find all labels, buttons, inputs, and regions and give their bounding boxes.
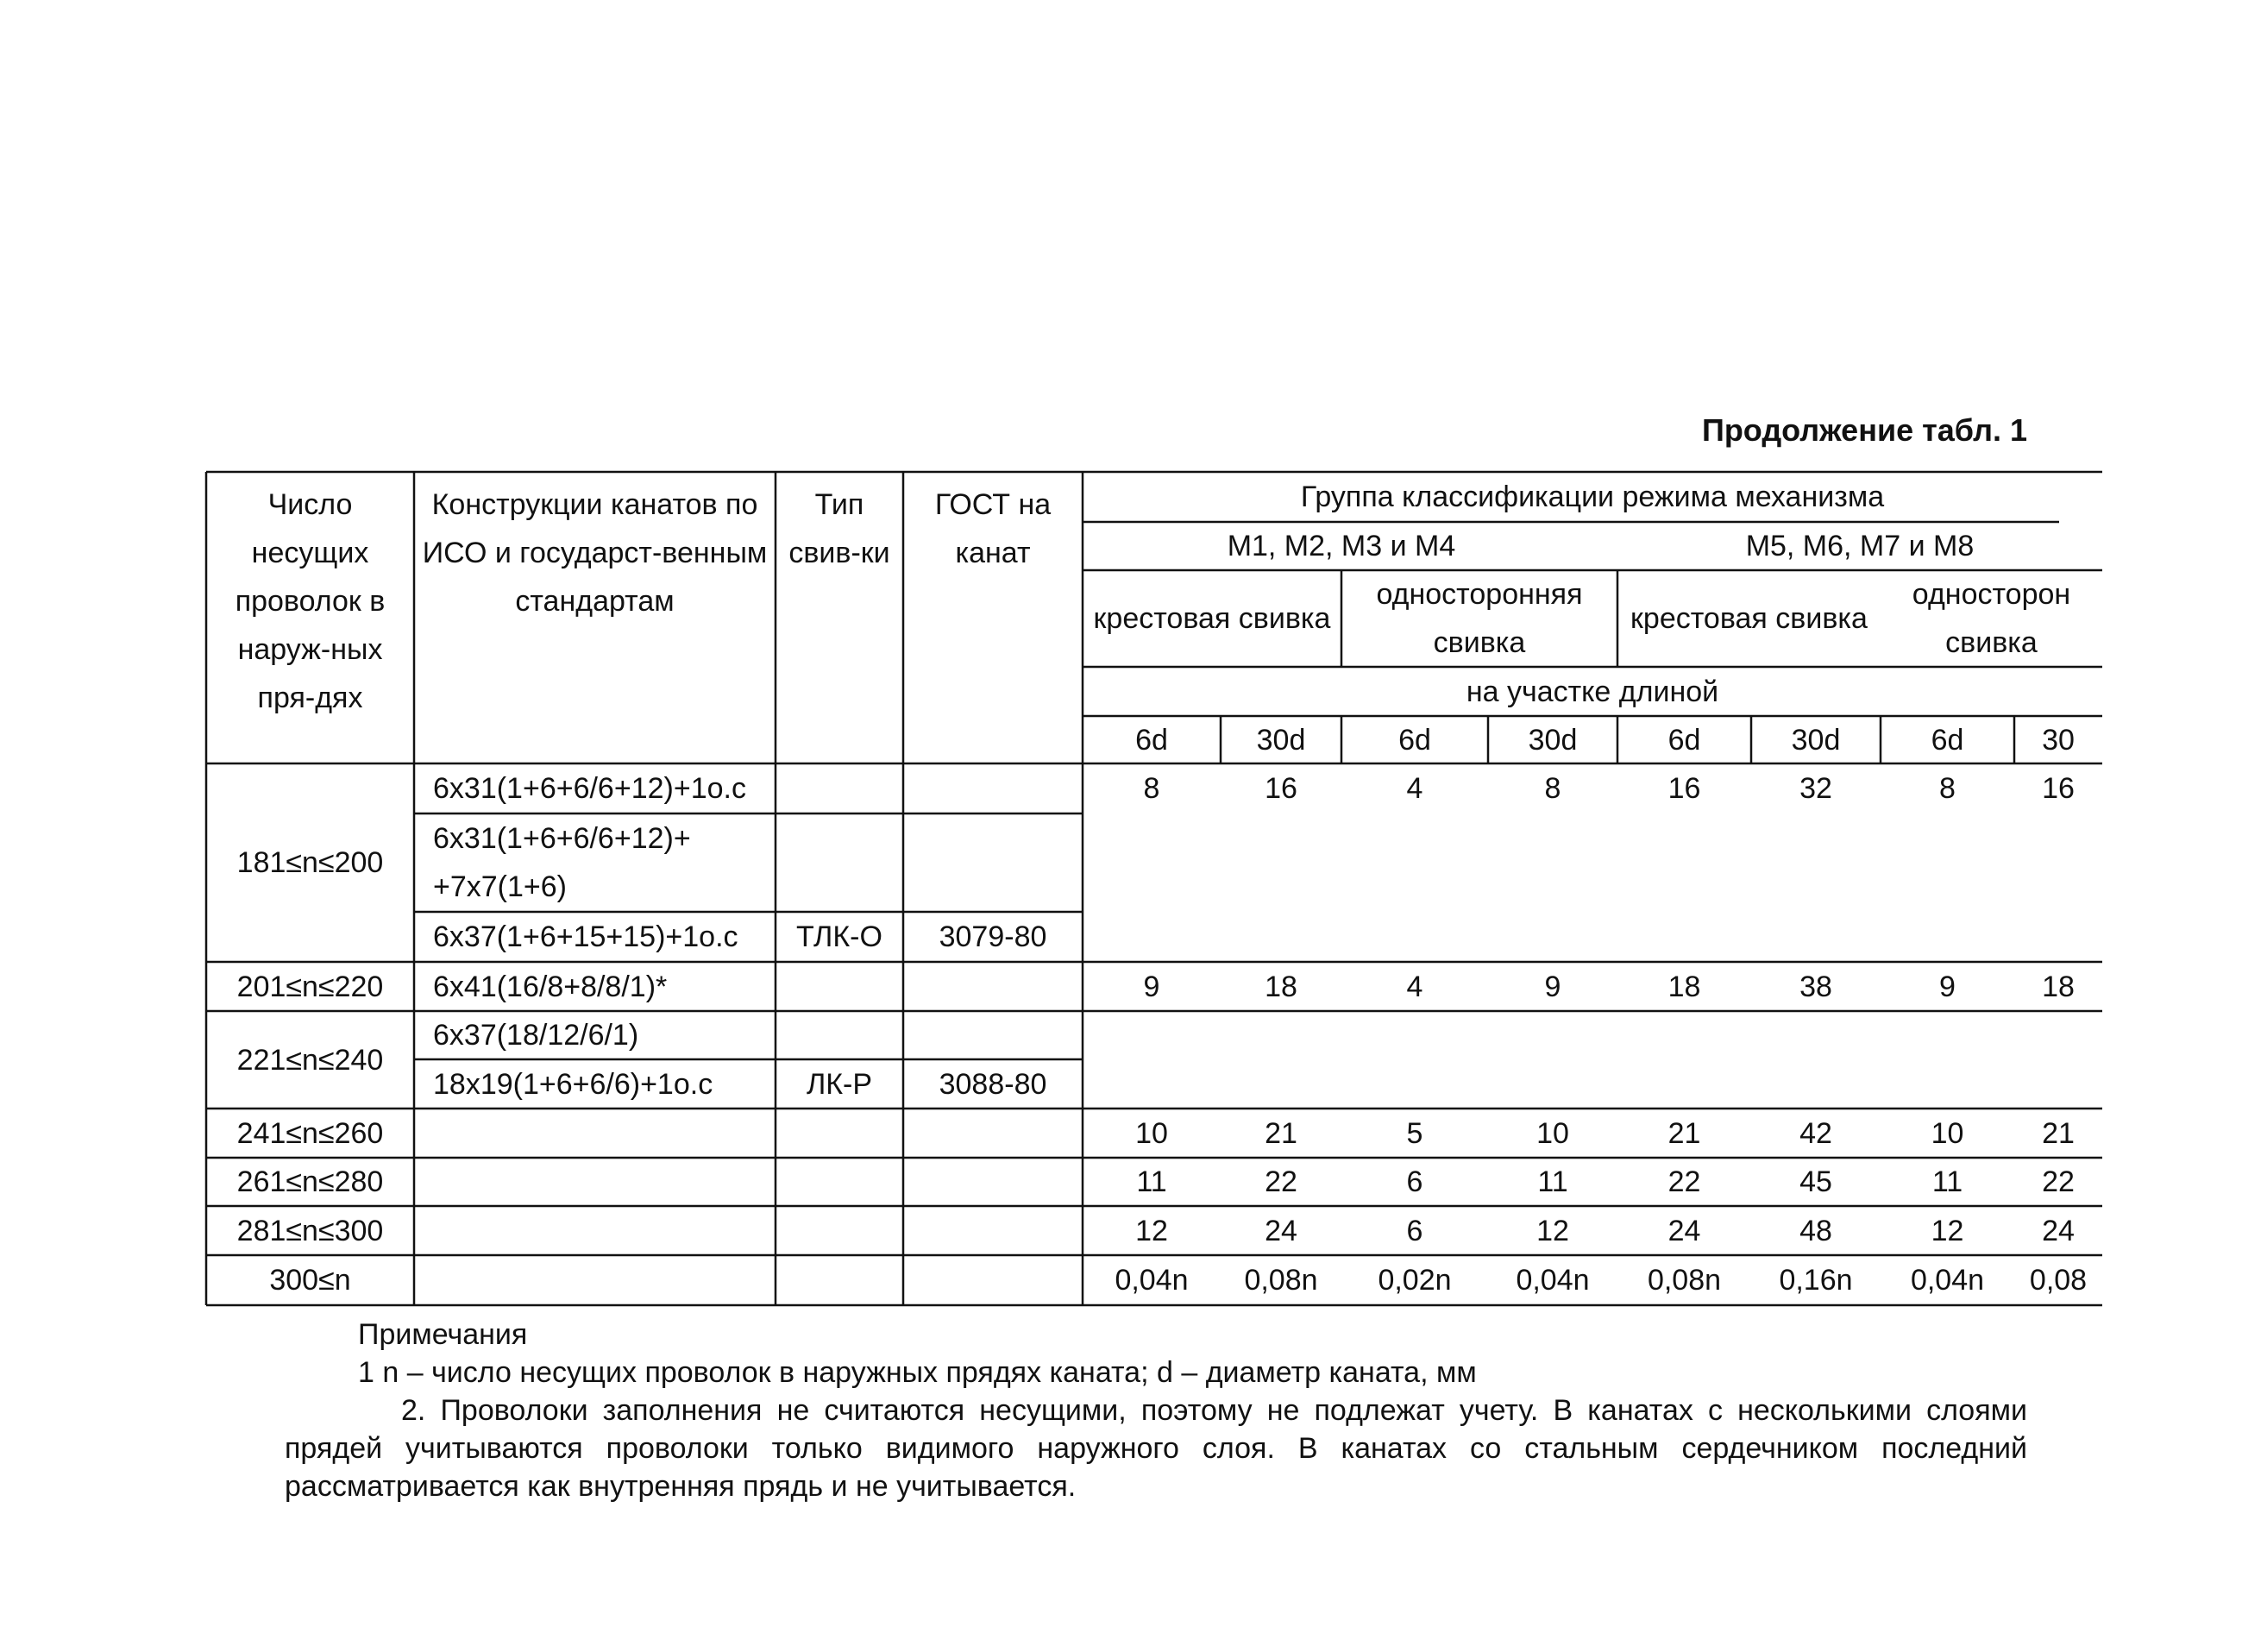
table-caption: Продолжение табл. 1	[1701, 412, 2027, 448]
header-lay-cross-1: крестовая свивка	[1093, 602, 1331, 635]
value-cell: 8	[1939, 772, 1956, 805]
header-len-30d-2: 30d	[1528, 723, 1578, 757]
group-label: 241≤n≤260	[236, 1116, 384, 1150]
value-cell: 22	[1265, 1165, 1297, 1198]
group-label: 201≤n≤220	[236, 970, 384, 1003]
note-2: 2. Проволоки заполнения не считаются несущими, поэтому не подлежат учету. В канатах с несколькими слоями прядей учитываются проволоки только видимого наружного слоя. В канатах со стальным сердечником последний рассматривается как внутренняя прядь и не учитывается.	[285, 1394, 2027, 1503]
header-length-section: на участке длиной	[1466, 675, 1719, 708]
header-classification-group: Группа классификации режима механизма	[1300, 481, 1885, 513]
value-cell: 0,04n	[1115, 1264, 1189, 1297]
value-cell: 8	[1143, 772, 1160, 805]
value-cell: 16	[1667, 772, 1701, 805]
header-group-m1-m4: М1, М2, М3 и М4	[1227, 530, 1456, 562]
value-cell: 16	[1265, 772, 1297, 805]
value-cell: 22	[2042, 1165, 2075, 1198]
header-wires-count: Число несущих проволок в наруж-ных пря-дях	[235, 488, 386, 714]
group-label: 300≤n	[269, 1264, 351, 1297]
rope-gost: 3088-80	[939, 1067, 1047, 1101]
value-cell: 8	[1544, 772, 1561, 805]
value-cell: 42	[1799, 1116, 1832, 1150]
value-cell: 10	[1931, 1116, 1964, 1150]
rope-lay-type: ТЛК-О	[796, 920, 882, 953]
header-lay-type: Тип свив-ки	[788, 488, 890, 569]
value-cell: 0,04n	[1910, 1264, 1985, 1297]
value-cell: 48	[1799, 1214, 1832, 1247]
value-cell: 9	[1143, 970, 1160, 1003]
header-gost: ГОСТ на канат	[934, 488, 1052, 569]
value-cell: 9	[1939, 970, 1956, 1003]
value-cell: 16	[2042, 772, 2075, 805]
value-cell: 0,16n	[1779, 1264, 1853, 1297]
header-len-6d-4: 6d	[1931, 723, 1964, 757]
value-cell: 4	[1406, 970, 1423, 1003]
rope-gost: 3079-80	[939, 920, 1047, 953]
header-lay-cross-2: крестовая свивка	[1630, 602, 1868, 635]
header-len-6d-2: 6d	[1398, 723, 1431, 757]
value-cell: 11	[1537, 1165, 1568, 1198]
value-cell: 11	[1931, 1165, 1963, 1198]
value-cell: 22	[1667, 1165, 1701, 1198]
header-len-6d-1: 6d	[1135, 723, 1168, 757]
value-cell: 9	[1544, 970, 1561, 1003]
rope-construction: 6x31(1+6+6/6+12)+ +7x7(1+6)	[433, 822, 691, 903]
value-cell: 24	[1667, 1214, 1701, 1247]
value-cell: 18	[2042, 970, 2075, 1003]
rope-construction: 18x19(1+6+6/6)+1o.c	[433, 1067, 713, 1101]
group-label: 221≤n≤240	[236, 1043, 384, 1077]
value-cell: 0,02n	[1378, 1264, 1452, 1297]
header-len-30d-1: 30d	[1256, 723, 1306, 757]
value-cell: 0,04n	[1516, 1264, 1590, 1297]
notes-title: Примечания	[358, 1318, 528, 1351]
value-cell: 6	[1406, 1214, 1423, 1247]
value-cell: 11	[1136, 1165, 1167, 1198]
value-cell: 45	[1799, 1165, 1832, 1198]
value-cell: 10	[1536, 1116, 1569, 1150]
header-len-30d-4: 30	[2042, 723, 2075, 757]
value-cell: 21	[1667, 1116, 1701, 1150]
value-cell: 0,08	[2029, 1264, 2088, 1297]
table-notes	[285, 1316, 2027, 1505]
value-cell: 21	[2042, 1116, 2075, 1150]
group-label: 261≤n≤280	[236, 1165, 384, 1198]
header-lay-one-2: односторон свивка	[1912, 578, 2071, 659]
value-cell: 12	[1135, 1214, 1168, 1247]
note-1: 1 n – число несущих проволок в наружных прядях каната; d – диаметр каната, мм	[358, 1356, 1477, 1389]
value-cell: 12	[1931, 1214, 1964, 1247]
value-cell: 12	[1536, 1214, 1569, 1247]
value-cell: 10	[1135, 1116, 1168, 1150]
value-cell: 38	[1799, 970, 1832, 1003]
group-label: 181≤n≤200	[236, 846, 384, 879]
value-cell: 21	[1265, 1116, 1297, 1150]
rope-construction: 6x31(1+6+6/6+12)+1o.c	[433, 772, 746, 805]
header-len-6d-3: 6d	[1667, 723, 1701, 757]
rope-construction: 6x37(1+6+15+15)+1o.c	[433, 920, 738, 953]
header-len-30d-3: 30d	[1791, 723, 1841, 757]
header-lay-one-1: односторонняя свивка	[1376, 578, 1583, 659]
value-cell: 6	[1406, 1165, 1423, 1198]
rope-construction: 6x41(16/8+8/8/1)*	[433, 970, 668, 1003]
value-cell: 4	[1406, 772, 1423, 805]
rope-lay-type: ЛК-Р	[806, 1067, 873, 1101]
group-label: 281≤n≤300	[236, 1214, 384, 1247]
header-construction: Конструкции канатов по ИСО и государст-венным стандартам	[422, 488, 768, 618]
value-cell: 24	[2042, 1214, 2075, 1247]
value-cell: 32	[1799, 772, 1832, 805]
value-cell: 0,08n	[1244, 1264, 1318, 1297]
value-cell: 5	[1406, 1116, 1423, 1150]
value-cell: 18	[1265, 970, 1297, 1003]
value-cell: 24	[1265, 1214, 1297, 1247]
rope-table	[204, 470, 2102, 1307]
value-cell: 0,08n	[1647, 1264, 1722, 1297]
header-group-m5-m8: М5, М6, М7 и М8	[1745, 530, 1975, 562]
rope-construction: 6x37(18/12/6/1)	[433, 1019, 639, 1052]
value-cell: 18	[1667, 970, 1701, 1003]
